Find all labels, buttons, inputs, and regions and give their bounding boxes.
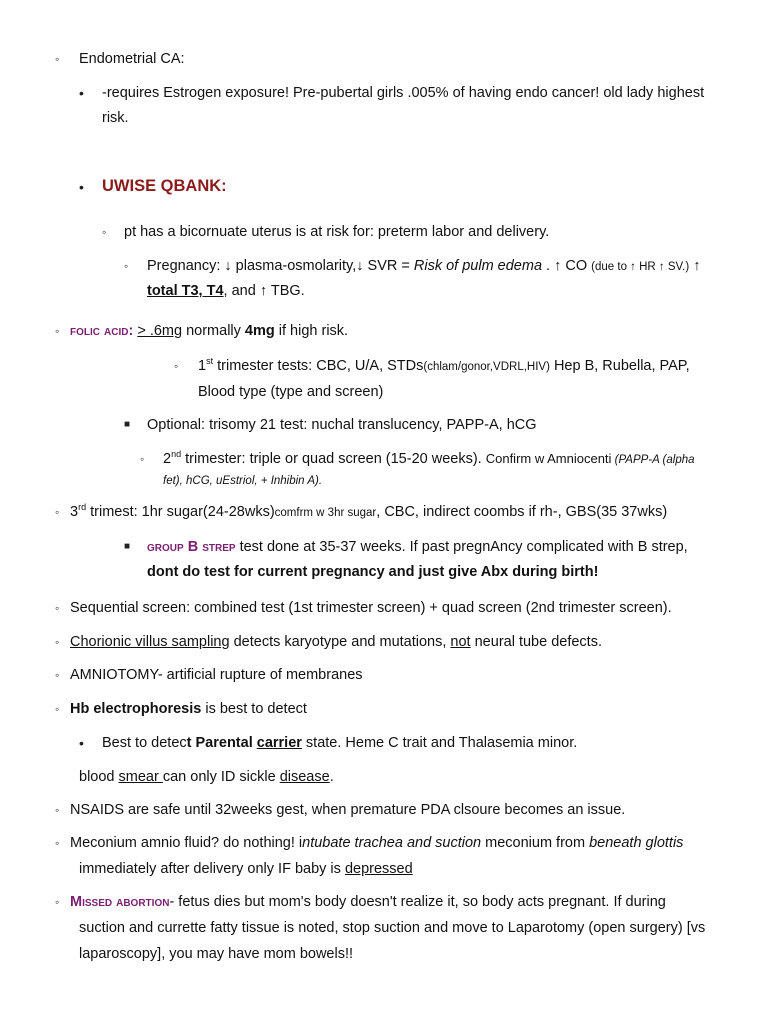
bullet-circle: ◦ xyxy=(55,601,60,615)
text-line: immediately after delivery only IF baby is depressed xyxy=(79,861,413,877)
text-line: Hb electrophoresis is best to detect xyxy=(70,701,307,717)
text-line: Pregnancy: ↓ plasma-osmolarity,↓ SVR = Risk of pulm edema . ↑ CO (due to ↑ HR ↑ SV.) ↑ xyxy=(147,258,701,274)
bullet-circle: ◦ xyxy=(55,505,60,519)
text-line: blood smear can only ID sickle disease. xyxy=(79,769,334,785)
text-line: Best to detect Parental carrier state. Heme C trait and Thalasemia minor. xyxy=(102,735,578,751)
text-line: Sequential screen: combined test (1st trimester screen) + quad screen (2nd trimester screen). xyxy=(70,600,672,616)
bullet-circle: ◦ xyxy=(55,895,60,909)
text-line: 3rd trimest: 1hr sugar(24-28wks)comfrm w 3hr sugar, CBC, indirect coombs if rh-, GBS(35 37wks) xyxy=(70,502,668,520)
heading-endometrial-ca: Endometrial CA: xyxy=(79,51,185,67)
text-line: -requires Estrogen exposure! Pre-pubertal girls .005% of having endo cancer! old lady highest xyxy=(102,85,705,101)
text-line: total T3, T4, and ↑ TBG. xyxy=(147,283,305,299)
bullet-square: ■ xyxy=(124,419,131,430)
text-line: group B strep test done at 35-37 weeks. If past pregnAncy complicated with B strep, xyxy=(147,539,688,555)
text-line: Optional: trisomy 21 test: nuchal translucency, PAPP-A, hCG xyxy=(147,417,537,433)
text-line: Missed abortion- fetus dies but mom's body doesn't realize it, so body acts pregnant. If during xyxy=(70,894,666,910)
bullet-circle: ◦ xyxy=(55,635,60,649)
bullet-circle: ◦ xyxy=(55,803,60,817)
bullet-square: ■ xyxy=(124,541,131,552)
text-line: dont do test for current pregnancy and just give Abx during birth! xyxy=(147,564,599,580)
bullet-circle: ◦ xyxy=(102,225,107,239)
bullet-circle: ◦ xyxy=(124,259,129,273)
text-line: 2nd trimester: triple or quad screen (15-20 weeks). Confirm w Amniocenti (PAPP-A (alpha xyxy=(163,449,695,467)
text-line: laparoscopy], you may have mom bowels!! xyxy=(79,946,354,962)
bullet-circle: ◦ xyxy=(55,324,60,338)
bullet-dot: • xyxy=(79,179,84,195)
text-line: Meconium amnio fluid? do nothing! intubate trachea and suction meconium from beneath glottis xyxy=(70,835,684,851)
text-line: AMNIOTOMY- artificial rupture of membranes xyxy=(70,667,363,683)
bullet-dot: • xyxy=(79,735,84,751)
text-line: suction and currette fatty tissue is noted, stop suction and move to Laparotomy (open surgery) [vs xyxy=(79,920,706,936)
heading-uwise-qbank: UWISE QBANK: xyxy=(102,177,227,195)
text-line: fet), hCG, uEstriol, + Inhibin A). xyxy=(163,475,323,487)
text-line: folic acid: > .6mg normally 4mg if high risk. xyxy=(70,323,349,339)
bullet-circle: ◦ xyxy=(55,52,60,66)
bullet-circle: ◦ xyxy=(55,702,60,716)
text-line: 1st trimester tests: CBC, U/A, STDs(chlam/gonor,VDRL,HIV) Hep B, Rubella, PAP, xyxy=(198,356,690,374)
text-line: pt has a bicornuate uterus is at risk for: preterm labor and delivery. xyxy=(124,224,550,240)
bullet-circle: ◦ xyxy=(140,452,145,466)
bullet-circle: ◦ xyxy=(55,836,60,850)
bullet-circle: ◦ xyxy=(55,668,60,682)
text-line: Blood type (type and screen) xyxy=(198,384,384,400)
bullet-circle: ◦ xyxy=(174,359,179,373)
text-line: NSAIDS are safe until 32weeks gest, when premature PDA clsoure becomes an issue. xyxy=(70,802,626,818)
text-line: Chorionic villus sampling detects karyotype and mutations, not neural tube defects. xyxy=(70,634,602,650)
text-line: risk. xyxy=(102,110,129,126)
bullet-dot: • xyxy=(79,85,84,101)
